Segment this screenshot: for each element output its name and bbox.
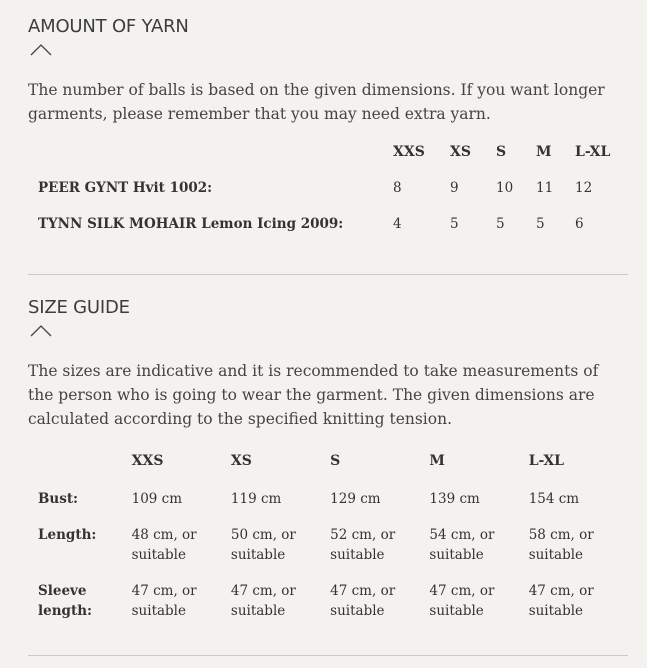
size-table-header xyxy=(38,453,628,489)
amount-of-yarn-description: The number of balls is based on the given dimensions. If you want longer garments, please remember that you may need extra yarn. xyxy=(28,81,605,123)
size-header: L-XL xyxy=(528,453,565,469)
size-cell: 109 cm xyxy=(131,491,183,507)
size-cell: 58 cm, or suitable xyxy=(528,527,594,563)
chevron-up-icon[interactable] xyxy=(29,43,53,57)
yarn-row-label: PEER GYNT Hvit 1002: xyxy=(38,180,213,196)
section-divider xyxy=(28,655,628,656)
yarn-size-header: M xyxy=(536,144,552,160)
yarn-cell: 9 xyxy=(450,180,459,196)
size-cell: 129 cm xyxy=(330,491,381,507)
section-divider xyxy=(28,274,628,275)
size-row-label: Bust: xyxy=(38,491,79,507)
yarn-cell: 5 xyxy=(450,216,459,232)
yarn-cell: 6 xyxy=(575,216,584,232)
size-row-label: Length: xyxy=(38,527,97,543)
yarn-cell: 10 xyxy=(496,180,514,196)
yarn-cell: 11 xyxy=(536,180,554,196)
table-row xyxy=(38,525,628,581)
size-table xyxy=(38,453,628,637)
size-row-label: Sleeve length: xyxy=(38,583,93,619)
yarn-size-header: L-XL xyxy=(575,144,611,160)
table-row xyxy=(38,581,628,637)
size-cell: 47 cm, or suitable xyxy=(528,583,594,619)
size-guide-description: The sizes are indicative and it is recommended to take measurements of the person who is going to wear the garment. The given dimensions are calculated according to the specified knitting tension. xyxy=(28,362,599,428)
yarn-cell: 4 xyxy=(393,216,402,232)
size-header: S xyxy=(330,453,341,469)
yarn-table-header xyxy=(38,144,625,180)
yarn-size-header: XXS xyxy=(393,144,425,160)
size-guide-heading[interactable]: SIZE GUIDE xyxy=(28,297,130,318)
size-cell: 48 cm, or suitable xyxy=(131,527,197,563)
size-cell: 119 cm xyxy=(230,491,282,507)
size-header: M xyxy=(429,453,445,469)
yarn-cell: 8 xyxy=(393,180,402,196)
size-cell: 50 cm, or suitable xyxy=(230,527,296,563)
amount-of-yarn-heading[interactable]: AMOUNT OF YARN xyxy=(28,16,189,37)
yarn-cell: 12 xyxy=(575,180,593,196)
size-guide-section xyxy=(28,297,628,652)
size-cell: 47 cm, or suitable xyxy=(330,583,396,619)
size-cell: 139 cm xyxy=(429,491,480,507)
amount-of-yarn-section xyxy=(28,16,628,266)
size-cell: 47 cm, or suitable xyxy=(230,583,296,619)
size-cell: 54 cm, or suitable xyxy=(429,527,495,563)
size-cell: 47 cm, or suitable xyxy=(131,583,197,619)
table-row xyxy=(38,489,628,525)
yarn-cell: 5 xyxy=(536,216,545,232)
table-row xyxy=(38,180,625,216)
size-header: XXS xyxy=(131,453,164,469)
size-cell: 52 cm, or suitable xyxy=(330,527,396,563)
chevron-up-icon[interactable] xyxy=(29,324,53,338)
yarn-row-label: TYNN SILK MOHAIR Lemon Icing 2009: xyxy=(38,216,344,232)
size-header: XS xyxy=(230,453,252,469)
yarn-size-header: S xyxy=(496,144,507,160)
size-cell: 154 cm xyxy=(528,491,580,507)
yarn-size-header: XS xyxy=(450,144,471,160)
yarn-table xyxy=(38,144,625,252)
size-cell: 47 cm, or suitable xyxy=(429,583,495,619)
yarn-cell: 5 xyxy=(496,216,505,232)
table-row xyxy=(38,216,625,252)
